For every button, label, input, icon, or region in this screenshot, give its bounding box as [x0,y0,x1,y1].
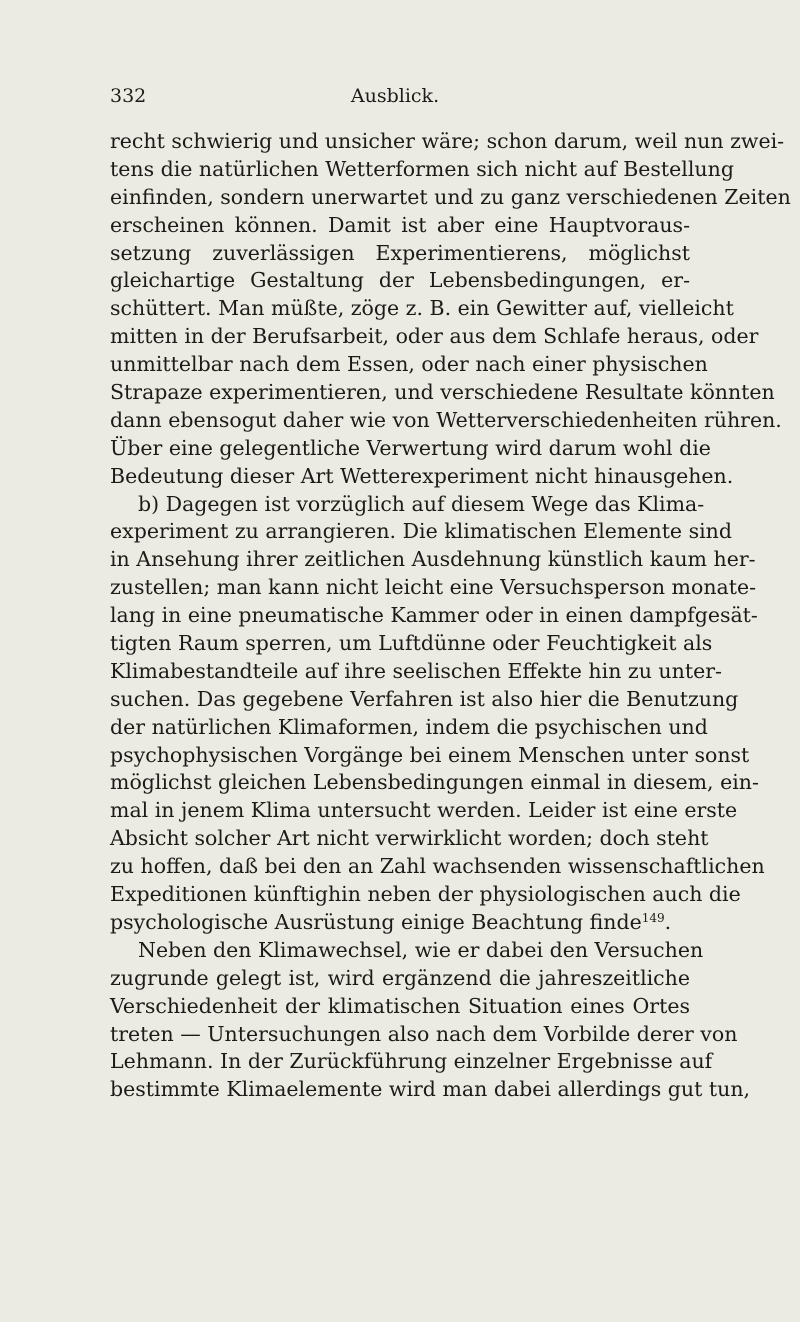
text-line: zugrunde gelegt ist, wird ergänzend die jahreszeitliche [110,965,690,990]
text-line: Absicht solcher Art nicht verwirklicht worden; doch steht [110,826,709,851]
text-line: erscheinen können. Damit ist aber eine Hauptvoraus- [110,212,690,237]
text-line: Verschiedenheit der klimatischen Situation eines Ortes [110,993,690,1018]
text-line: suchen. Das gegebene Verfahren ist also hier die Benutzung [110,686,739,711]
text-line: bestimmte Klimaelemente wird man dabei allerdings gut tun, [110,1077,751,1102]
text-line: Strapaze experimentieren, und verschiedene Resultate könnten [110,380,775,405]
text-line: dann ebensogut daher wie von Wetterverschiedenheiten rühren. [110,407,782,432]
text-line: mitten in der Berufsarbeit, oder aus dem Schlafe heraus, oder [110,324,759,349]
text-line: b) Dagegen ist vorzüglich auf diesem Wege das Klima- [138,491,705,516]
page-number: 332 [110,85,147,107]
text-line: Klimabestandteile auf ihre seelischen Effekte hin zu unter- [110,658,722,683]
text-line: der natürlichen Klimaformen, indem die psychischen und [110,714,708,739]
text-line: zu hoffen, daß bei den an Zahl wachsenden wissenschaftlichen [110,854,765,879]
text-line: tens die natürlichen Wetterformen sich nicht auf Bestellung [110,156,734,181]
text-line: Lehmann. In der Zurückführung einzelner Ergebnisse auf [110,1049,713,1074]
text-segment: psychologische Ausrüstung einige Beachtung finde [110,909,642,934]
text-line: unmittelbar nach dem Essen, oder nach einer physischen [110,352,708,377]
text-line: möglichst gleichen Lebensbedingungen einmal in diesem, ein- [110,770,759,795]
footnote-reference[interactable]: 149 [641,910,665,925]
text-line-with-footnote [110,909,690,937]
text-line: treten — Untersuchungen also nach dem Vorbilde derer von [110,1021,738,1046]
text-line: zustellen; man kann nicht leicht eine Versuchsperson monate- [110,575,757,600]
text-line: lang in eine pneumatische Kammer oder in einen dampfgesät- [110,603,758,628]
text-line: Expeditionen künftighin neben der physiologischen auch die [110,882,741,907]
text-line: Neben den Klimawechsel, wie er dabei den Versuchen [138,937,704,962]
text-line: schüttert. Man müßte, zöge z. B. ein Gewitter auf, vielleicht [110,296,734,321]
text-line: gleichartige Gestaltung der Lebensbedingungen, er- [110,268,690,293]
text-line: psychophysischen Vorgänge bei einem Menschen unter sonst [110,742,750,767]
text-line: recht schwierig und unsicher wäre; schon darum, weil nun zwei- [110,129,785,153]
text-line: in Ansehung ihrer zeitlichen Ausdehnung künstlich kaum her- [110,547,756,572]
running-head: Ausblick. [350,85,440,107]
text-line: Bedeutung dieser Art Wetterexperiment nicht hinausgehen. [110,463,734,488]
text-line: Über eine gelegentliche Verwertung wird darum wohl die [110,435,711,460]
text-line: experiment zu arrangieren. Die klimatischen Elemente sind [110,519,732,544]
body-text [110,128,791,1104]
footnote-ref-suffix: . [664,909,672,934]
text-line: setzung zuverlässigen Experimentierens, möglichst [110,240,690,265]
text-line: tigten Raum sperren, um Luftdünne oder Feuchtigkeit als [110,631,713,656]
text-line: einfinden, sondern unerwartet und zu ganz verschiedenen Zeiten [110,184,791,209]
text-line: mal in jenem Klima untersucht werden. Leider ist eine erste [110,798,738,823]
page-header [110,85,680,115]
